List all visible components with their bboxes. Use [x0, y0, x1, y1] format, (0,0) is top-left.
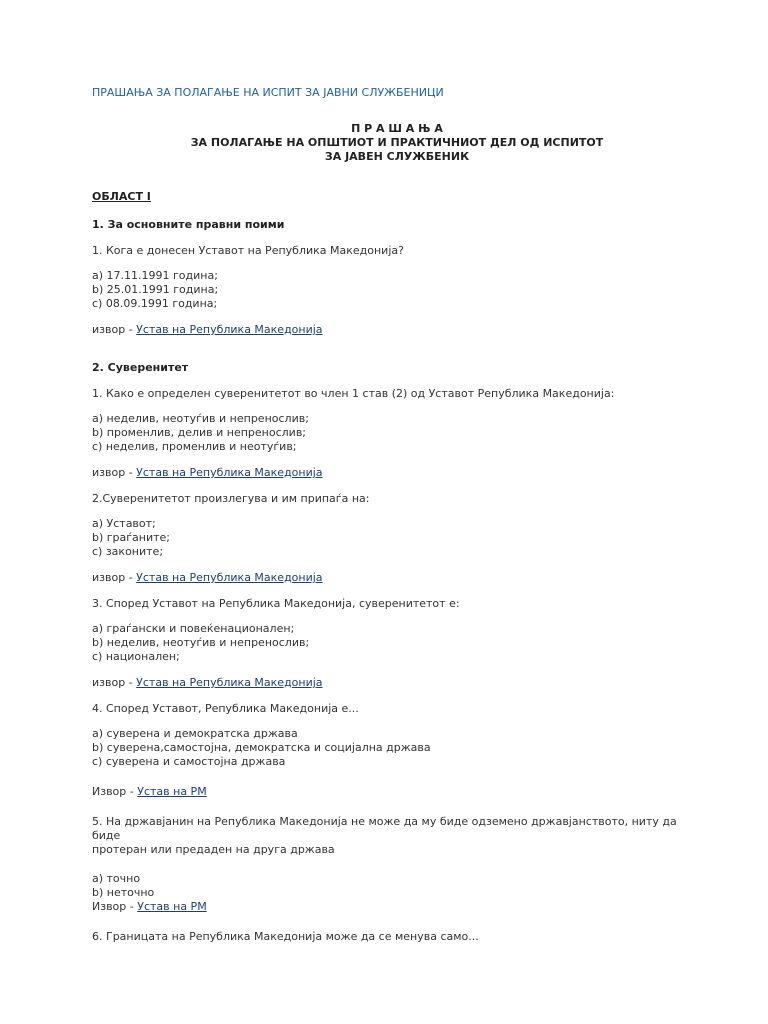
source-link[interactable]: Устав на Република Македонија	[136, 323, 323, 336]
question-2-5	[92, 815, 702, 857]
question-2-3: 3. Според Уставот на Република Македонија, суверенитетот е:	[92, 597, 460, 610]
heading-line-1: П Р А Ш А Њ А	[351, 122, 443, 135]
source-2-1	[92, 466, 702, 480]
option-b: b) 25.01.1991 година;	[92, 283, 219, 296]
option-a: a) неделив, неотуѓив и непренослив;	[92, 412, 309, 425]
options-1-1	[92, 269, 702, 311]
source-label: извор -	[92, 676, 133, 689]
source-label: извор -	[92, 571, 133, 584]
source-1-1	[92, 323, 702, 337]
question-text-line: 5. На државјанин на Република Македонија не може да му биде одземено државјанството, ниту да биде	[92, 815, 677, 842]
source-2-5	[92, 900, 702, 914]
source-link[interactable]: Устав на Република Македонија	[136, 466, 323, 479]
option-a: a) Уставот;	[92, 517, 156, 530]
option-c: c) национален;	[92, 650, 180, 663]
question-2-1: 1. Како е определен суверенитетот во член 1 став (2) од Уставот Република Македонија:	[92, 387, 615, 400]
heading-line-3: ЗА ЈАВЕН СЛУЖБЕНИК	[324, 150, 470, 163]
option-b: b) суверена,самостојна, демократска и социјална држава	[92, 741, 431, 754]
source-link[interactable]: Устав на Република Македонија	[136, 571, 323, 584]
option-c: c) неделив, променлив и неотуѓив;	[92, 440, 297, 453]
option-a: a) точно	[92, 872, 141, 885]
options-2-2	[92, 517, 702, 559]
section-title-2: 2. Суверенитет	[92, 361, 189, 374]
options-2-5	[92, 872, 702, 914]
source-label: Извор -	[92, 900, 134, 913]
option-c: c) суверена и самостојна држава	[92, 755, 286, 768]
source-link[interactable]: Устав на РМ	[137, 900, 207, 913]
option-c: c) 08.09.1991 година;	[92, 297, 218, 310]
source-link[interactable]: Устав на Република Македонија	[136, 676, 323, 689]
option-b: b) неделив, неотуѓив и непренослив;	[92, 636, 310, 649]
source-2-4	[92, 785, 702, 799]
option-b: b) променлив, делив и непренослив;	[92, 426, 307, 439]
question-text-line: протеран или предаден на друга држава	[92, 843, 335, 856]
option-b: b) неточно	[92, 886, 155, 899]
title-link[interactable]: ПРАШАЊА ЗА ПОЛАГАЊЕ НА ИСПИТ ЗА ЈАВНИ СЛУЖБЕНИЦИ	[92, 86, 444, 99]
options-2-1	[92, 412, 702, 454]
options-2-3	[92, 622, 702, 664]
source-label: Извор -	[92, 785, 134, 798]
option-c: c) законите;	[92, 545, 164, 558]
document-heading	[92, 122, 702, 164]
section-title-1: 1. За основните правни поими	[92, 218, 285, 231]
option-a: a) граѓански и повеќенационален;	[92, 622, 295, 635]
question-1-1: 1. Кога е донесен Уставот на Република Македонија?	[92, 244, 404, 257]
source-link[interactable]: Устав на РМ	[137, 785, 207, 798]
option-a: a) 17.11.1991 година;	[92, 269, 218, 282]
options-2-4	[92, 727, 702, 769]
area-title: ОБЛАСТ I	[92, 190, 151, 203]
question-2-2: 2.Суверенитетот произлегува и им припаѓа на:	[92, 492, 370, 505]
document-page	[92, 86, 702, 944]
question-2-4: 4. Според Уставот, Република Македонија е...	[92, 702, 359, 715]
source-label: извор -	[92, 323, 133, 336]
question-2-6: 6. Границата на Република Македонија може да се менува само...	[92, 930, 479, 943]
source-2-3	[92, 676, 702, 690]
source-2-2	[92, 571, 702, 585]
option-b: b) граѓаните;	[92, 531, 171, 544]
heading-line-2: ЗА ПОЛАГАЊЕ НА ОПШТИОТ И ПРАКТИЧНИОТ ДЕЛ ОД ИСПИТОТ	[190, 136, 604, 149]
option-a: a) суверена и демократска држава	[92, 727, 298, 740]
source-label: извор -	[92, 466, 133, 479]
